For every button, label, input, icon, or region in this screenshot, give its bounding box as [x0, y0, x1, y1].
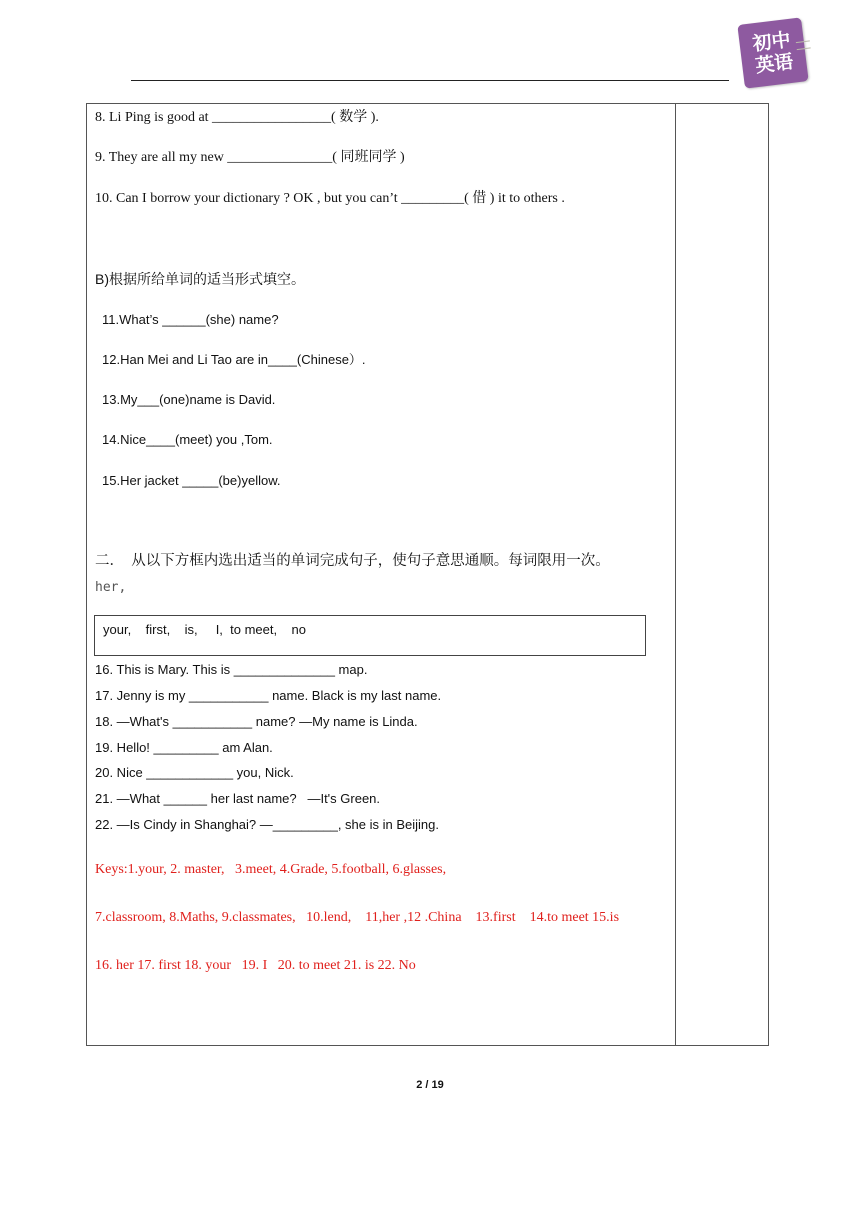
exercise-item-15: 15.Her jacket _____(be)yellow. [102, 473, 281, 488]
exercise-item-14: 14.Nice____(meet) you ,Tom. [102, 432, 273, 447]
answer-keys-line-1: Keys:1.your, 2. master, 3.meet, 4.Grade, 5.football, 6.glasses, [95, 862, 447, 877]
exercise-item-11: 11.What’s ______(she) name? [102, 312, 279, 327]
answer-keys-line-2: 7.classroom, 8.Maths, 9.classmates, 10.lend, 11,her ,12 .China 13.first 14.to meet 15.is [95, 910, 620, 925]
exercise-item-8: 8. Li Ping is good at _________________( 数学 ). [95, 110, 379, 125]
worksheet-table [86, 103, 769, 1046]
exercise-item-17: 17. Jenny is my ___________ name. Black is my last name. [95, 688, 442, 703]
logo-stripe-icon [796, 40, 811, 50]
word-bank-box [94, 615, 646, 656]
page-number: 2 / 19 [416, 1079, 444, 1091]
word-bank-text: your, first, is, I, to meet, no [103, 622, 307, 637]
section-two-overflow-word: her, [95, 580, 127, 595]
exercise-item-19: 19. Hello! _________ am Alan. [95, 740, 273, 755]
logo-text-line1: 初中 [751, 28, 792, 56]
exercise-item-16: 16. This is Mary. This is ______________ map. [95, 662, 368, 677]
part-b-heading: B)根据所给单词的适当形式填空。 [95, 271, 305, 287]
exercise-item-20: 20. Nice ____________ you, Nick. [95, 765, 294, 780]
exercise-item-18: 18. —What's ___________ name? —My name is Linda. [95, 714, 418, 729]
exercise-item-13: 13.My___(one)name is David. [102, 392, 276, 407]
header-rule [131, 80, 729, 81]
exercise-item-22: 22. —Is Cindy in Shanghai? —_________, she is in Beijing. [95, 817, 439, 832]
logo-badge [737, 17, 808, 88]
exercise-item-12: 12.Han Mei and Li Tao are in____(Chinese）. [102, 352, 366, 367]
section-two-heading: 二． 从以下方框内选出适当的单词完成句子，使句子意思通顺。每词限用一次。 [95, 553, 610, 569]
exercise-item-9: 9. They are all my new _______________( 同班同学 ) [95, 150, 405, 165]
exercise-item-10: 10. Can I borrow your dictionary ? OK , but you can’t _________( 借 ) it to others . [95, 191, 565, 206]
answer-keys-line-3: 16. her 17. first 18. your 19. I 20. to meet 21. is 22. No [95, 958, 416, 973]
table-column-divider [675, 103, 676, 1046]
logo-text-line2: 英语 [754, 50, 795, 78]
exercise-item-21: 21. —What ______ her last name? —It's Green. [95, 791, 381, 806]
